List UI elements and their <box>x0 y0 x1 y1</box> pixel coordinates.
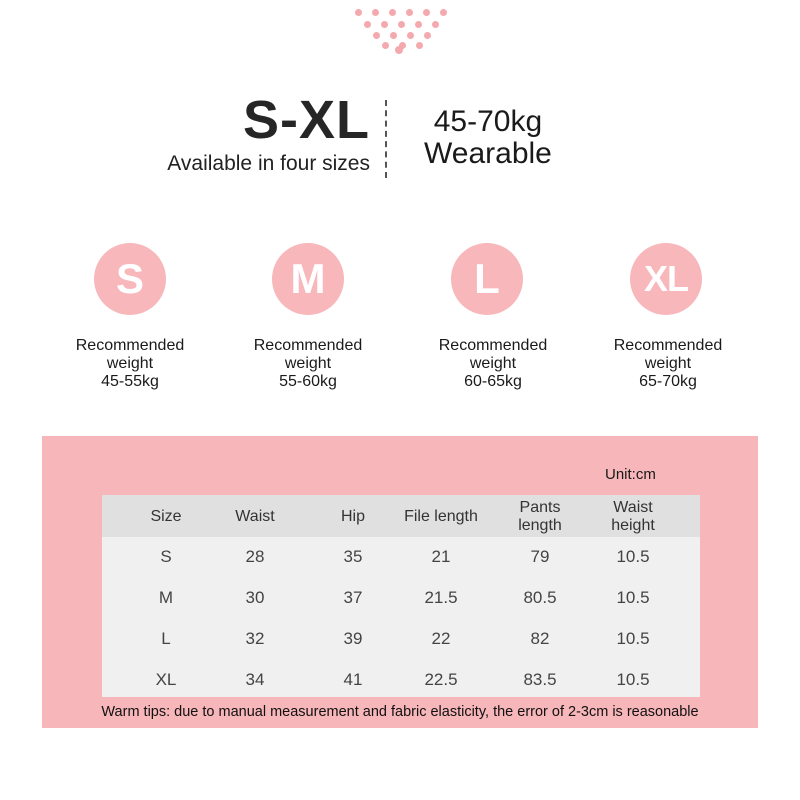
rec-weight: 60-65kg <box>464 373 522 390</box>
table-header-cell: Waist <box>235 508 275 525</box>
size-badge-s: S <box>94 243 166 315</box>
table-cell: 34 <box>245 670 265 689</box>
table-header-cell: Hip <box>340 508 365 525</box>
table-cell: M <box>158 588 174 607</box>
size-badge-m: M <box>272 243 344 315</box>
table-cell: 10.5 <box>616 588 650 607</box>
table-cell: 10.5 <box>616 670 650 689</box>
table-cell: 10.5 <box>616 629 650 648</box>
table-cell: XL <box>155 670 177 689</box>
rec-label: Recommended <box>438 337 548 354</box>
unit-label: Unit:cm <box>605 466 656 483</box>
rec-weight: 65-70kg <box>639 373 697 390</box>
wearable-text: Wearable <box>424 137 552 170</box>
table-cell: 32 <box>245 629 265 648</box>
header-right <box>424 106 552 170</box>
table-cell: 30 <box>245 588 265 607</box>
dot-triangle-decoration <box>0 0 800 60</box>
rec-label: Recommended <box>253 337 363 354</box>
table-cell: 83.5 <box>523 670 557 689</box>
table-cell: 21 <box>431 547 451 566</box>
table-cell: 79 <box>530 547 550 566</box>
recommendation-xl <box>578 337 758 391</box>
rec-weight: 45-55kg <box>101 373 159 390</box>
warm-tips: Warm tips: due to manual measurement and fabric elasticity, the error of 2-3cm is reasonable <box>101 704 699 720</box>
recommendation-l <box>403 337 583 391</box>
recommendation-s <box>40 337 220 391</box>
rec-label: weight <box>284 355 332 372</box>
table-cell: S <box>160 547 172 566</box>
table-cell: 28 <box>245 547 265 566</box>
table-cell: 39 <box>343 629 363 648</box>
rec-label: weight <box>469 355 517 372</box>
size-badge-xl: XL <box>630 243 702 315</box>
table-header-cell: File length <box>404 508 478 525</box>
table-cell: 35 <box>343 547 363 566</box>
header-divider <box>385 100 387 178</box>
table-cell: 80.5 <box>523 588 557 607</box>
header-left <box>167 92 370 176</box>
rec-weight: 55-60kg <box>279 373 337 390</box>
table-cell: 41 <box>343 670 363 689</box>
table-header-cell: Waist height <box>611 499 655 534</box>
table-cell: 22 <box>431 629 451 648</box>
rec-label: Recommended <box>613 337 723 354</box>
size-range-title: S-XL <box>242 90 370 150</box>
table-header-cell: Pants length <box>518 499 562 534</box>
recommendation-m <box>218 337 398 391</box>
table-cell: 82 <box>530 629 550 648</box>
rec-label: weight <box>644 355 692 372</box>
table-cell: 37 <box>343 588 363 607</box>
table-cell: 10.5 <box>616 547 650 566</box>
table-header-cell: Size <box>150 508 182 525</box>
size-table <box>102 495 700 697</box>
weight-range-text: 45-70kg <box>433 105 543 138</box>
rec-label: weight <box>106 355 154 372</box>
table-cell: L <box>161 629 171 648</box>
table-cell: 22.5 <box>424 670 458 689</box>
size-badge-l: L <box>451 243 523 315</box>
rec-label: Recommended <box>75 337 185 354</box>
table-cell: 21.5 <box>424 588 458 607</box>
availability-text: Available in four sizes <box>167 152 370 175</box>
